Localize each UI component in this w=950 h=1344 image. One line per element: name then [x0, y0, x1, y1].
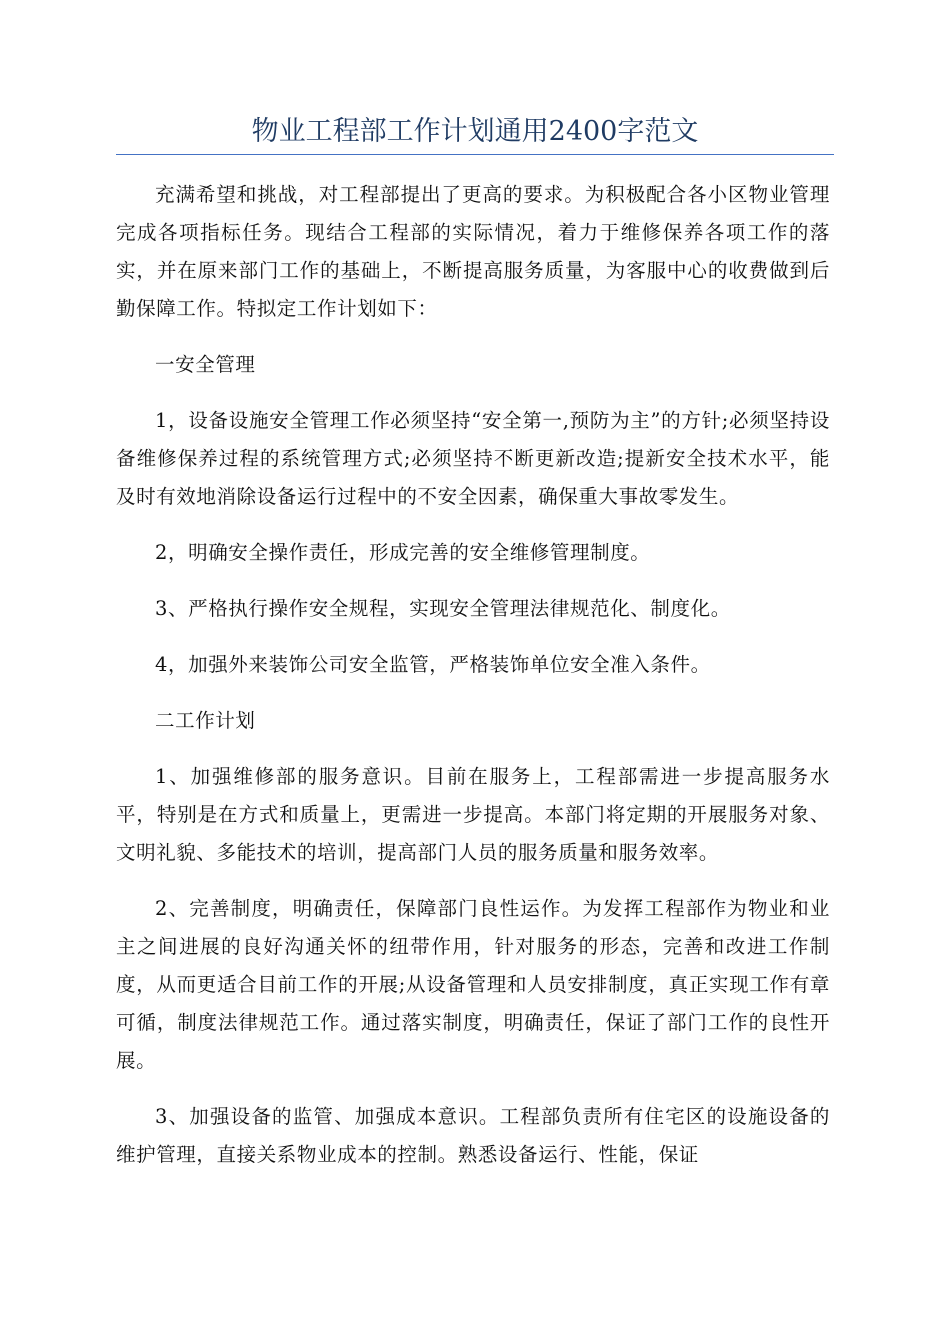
plan-item-2: 2、完善制度，明确责任，保障部门良性运作。为发挥工程部作为物业和业主之间进展的良好沟通关怀的纽带作用，针对服务的形态，完善和改进工作制度，从而更适合目前工作的开展;从设备管理和人员安排制度，真正实现工作有章可循，制度法律规范工作。通过落实制度，明确责任，保证了部门工作的良性开展。: [116, 897, 830, 1072]
section-heading-work-plan: 二工作计划: [155, 709, 256, 732]
safety-item-3: 3、严格执行操作安全规程，实现安全管理法律规范化、制度化。: [155, 597, 731, 620]
safety-item-1: 1，设备设施安全管理工作必须坚持“安全第一,预防为主”的方针;必须坚持设备维修保养过程的系统管理方式;必须坚持不断更新改造;提新安全技术水平，能及时有效地消除设备运行过程中的不安全因素，确保重大事故零发生。: [116, 409, 830, 508]
document-title: 物业工程部工作计划通用2400字范文: [251, 116, 699, 147]
plan-item-1: 1、加强维修部的服务意识。目前在服务上，工程部需进一步提高服务水平，特别是在方式和质量上，更需进一步提高。本部门将定期的开展服务对象、文明礼貌、多能技术的培训，提高部门人员的服务质量和服务效率。: [116, 765, 830, 864]
safety-item-4: 4，加强外来装饰公司安全监管，严格装饰单位安全准入条件。: [155, 653, 711, 676]
plan-item-3: 3、加强设备的监管、加强成本意识。工程部负责所有住宅区的设施设备的维护管理，直接关系物业成本的控制。熟悉设备运行、性能，保证: [116, 1105, 830, 1166]
section-heading-safety: 一安全管理: [155, 353, 256, 376]
intro-paragraph: 充满希望和挑战，对工程部提出了更高的要求。为积极配合各小区物业管理完成各项指标任务。现结合工程部的实际情况，着力于维修保养各项工作的落实，并在原来部门工作的基础上，不断提高服务质量，为客服中心的收费做到后勤保障工作。特拟定工作计划如下：: [116, 183, 830, 320]
title-underline: [116, 154, 834, 155]
document-body: [116, 176, 830, 1192]
safety-item-2: 2，明确安全操作责任，形成完善的安全维修管理制度。: [155, 541, 651, 564]
